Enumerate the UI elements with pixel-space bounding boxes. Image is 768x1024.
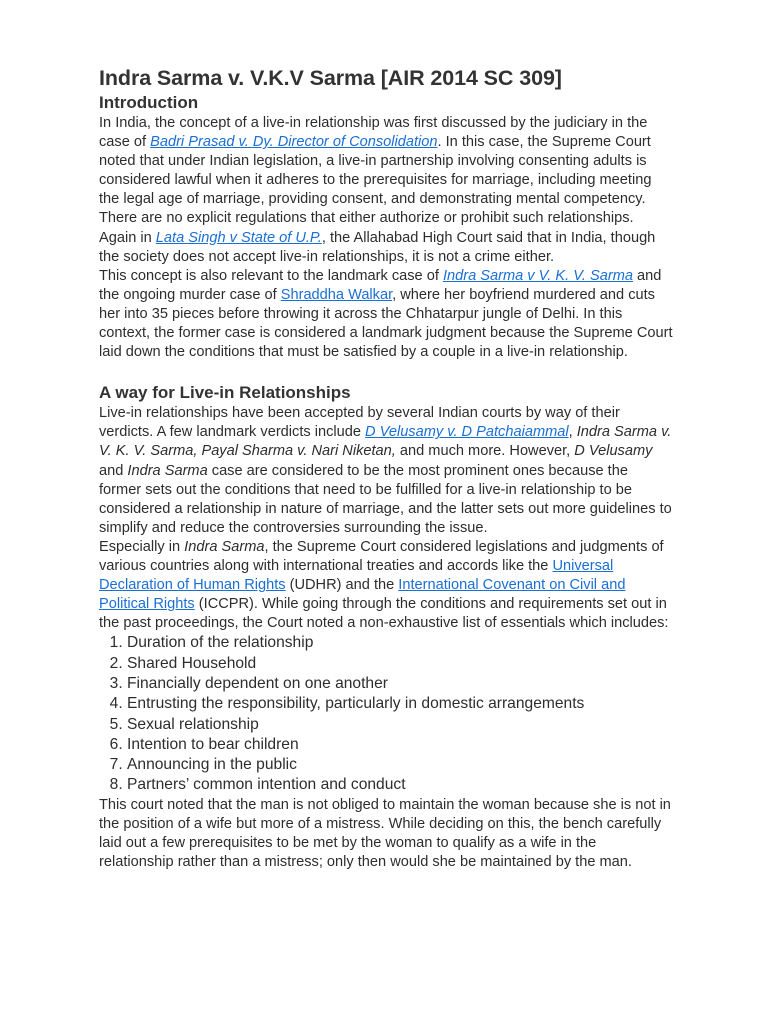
document-title: Indra Sarma v. V.K.V Sarma [AIR 2014 SC 309] (99, 66, 562, 90)
live-in-heading: A way for Live-in Relationships (99, 383, 351, 403)
list-item: 6. Intention to bear children (127, 735, 674, 755)
list-item: 7. Announcing in the public (127, 755, 674, 775)
link-badri-prasad[interactable]: Badri Prasad v. Dy. Director of Consolidation (150, 134, 438, 151)
introduction-paragraph-2 (99, 267, 674, 362)
text-segment: , the Allahabad High Court said that in India, though the society does not accept live-in relationships, it is not a crime either. (99, 229, 656, 265)
live-in-paragraph-2 (99, 538, 674, 633)
text-segment: and (99, 462, 128, 479)
list-item: 5. Sexual relationship (127, 715, 674, 735)
list-item: 8. Partners’ common intention and conduct (127, 775, 674, 795)
text-segment: In India, the concept of a live-in relationship was first discussed by the judiciary in the case of (99, 115, 648, 151)
text-segment: . In this case, the Supreme Court noted that under Indian legislation, a live-in partnership involving consenting adults is considered lawful when it adheres to the prerequisites for marriage, including meeting the legal age of marriage, providing consent, and demonstrating mental competency. There are no explicit regulations that either authorize or prohibit such relationships. Again in (99, 134, 652, 246)
case-name-italic: Indra Sarma (184, 538, 265, 555)
text-segment: case are considered to be the most prominent ones because the former sets out the conditions that need to be fulfilled for a live-in relationship to be considered a relationship in nature of marriage, and the latter sets out more guidelines to simplify and reduce the controversies surrounding the issue. (99, 462, 672, 536)
text-segment: , the Supreme Court considered legislations and judgments of various countries along with international treaties and accords like the (99, 538, 664, 574)
text-segment: , where her boyfriend murdered and cuts her into 35 pieces before throwing it across the Chhatarpur jungle of Delhi. In this context, the former case is considered a landmark judgment because the Supreme Court laid down the conditions that must be satisfied by a couple in a live-in relationship. (99, 286, 673, 361)
text-segment: Especially in (99, 538, 185, 555)
introduction-paragraph-1 (99, 114, 674, 267)
link-iccpr[interactable]: International Covenant on Civil and Political Rights (99, 577, 626, 613)
live-in-paragraph-3: This court noted that the man is not obliged to maintain the woman because she is not in the position of a wife but more of a mistress. While deciding on this, the bench carefully laid out a few prerequisites to be met by the woman to qualify as a wife in the relationship rather than a mistress; only then would she be maintained by the man. (99, 796, 671, 870)
list-item: 3. Financially dependent on one another (127, 674, 674, 694)
link-udhr[interactable]: Universal Declaration of Human Rights (99, 557, 614, 594)
case-name-italic: D Velusamy (574, 443, 653, 460)
case-names-italic: Indra Sarma v. V. K. V. Sarma, Payal Sharma v. Nari Niketan, (99, 424, 672, 460)
link-shraddha-walkar[interactable]: Shraddha Walkar (280, 286, 393, 303)
text-segment: (ICCPR). While going through the conditions and requirements set out in the past proceedings, the Court noted a non-exhaustive list of essentials which includes: (99, 596, 669, 632)
list-item: 1. Duration of the relationship (127, 633, 674, 653)
text-segment: Live-in relationships have been accepted by several Indian courts by way of their verdicts. A few landmark verdicts include (99, 405, 620, 441)
link-indra-sarma[interactable]: Indra Sarma v V. K. V. Sarma (442, 267, 633, 284)
introduction-heading: Introduction (99, 93, 199, 112)
case-name-italic: Indra Sarma (127, 462, 208, 479)
live-in-paragraph-1 (99, 404, 674, 538)
text-segment: , (568, 424, 577, 441)
text-segment: and the ongoing murder case of (99, 267, 662, 303)
list-item: 4. Entrusting the responsibility, particularly in domestic arrangements (127, 694, 674, 714)
list-item: 2. Shared Household (127, 654, 674, 674)
text-segment: This concept is also relevant to the landmark case of (99, 267, 443, 284)
text-segment: (UDHR) and the (285, 577, 399, 594)
essentials-list (99, 633, 674, 795)
link-d-velusamy[interactable]: D Velusamy v. D Patchaiammal (365, 424, 569, 441)
link-lata-singh[interactable]: Lata Singh v State of U.P. (155, 229, 322, 246)
text-segment: and much more. However, (395, 443, 575, 460)
